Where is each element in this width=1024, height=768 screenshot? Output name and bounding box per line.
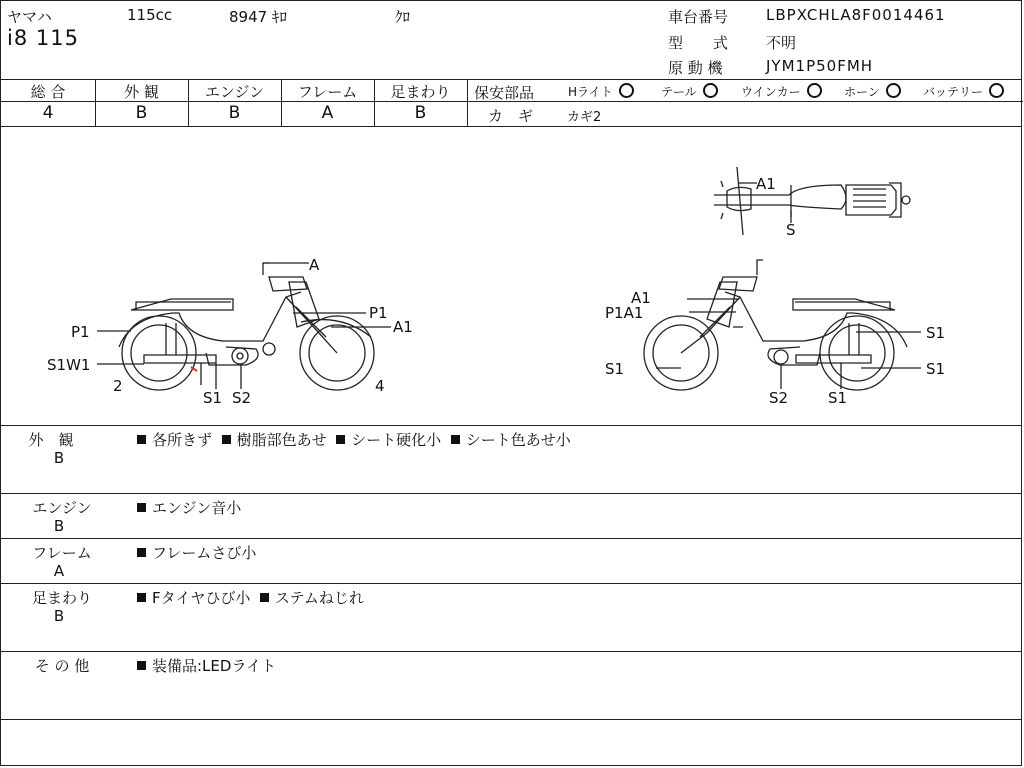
key-value: カギ2: [567, 110, 602, 125]
section-exterior-grade: B: [53, 449, 65, 467]
key-label: カ ギ: [488, 107, 534, 125]
chassis-label: 車台番号: [668, 8, 729, 26]
grade-overall-value: 4: [42, 103, 54, 123]
chassis-value: LBPXCHLA8F0014461: [766, 6, 946, 24]
circle-icon: [807, 83, 822, 98]
engine-label: 原 動 機: [668, 59, 723, 77]
section-suspension-items: Fタイヤひび小 ステムねじれ: [137, 587, 364, 608]
grade-engine-value: B: [228, 103, 241, 123]
section-frame-items: フレームさび小: [137, 542, 256, 563]
diagram-label: S1: [605, 360, 625, 378]
mileage: 8947 ｷﾛ: [229, 8, 287, 26]
section-frame-title: フレーム: [32, 544, 92, 562]
section-exterior-items: 各所きず 樹脂部色あせ シート硬化小 シート色あせ小: [137, 429, 571, 450]
safety-item-battery: バッテリー: [923, 83, 1004, 100]
type-label: 型 式: [668, 34, 729, 52]
diagram-label: S1: [203, 389, 223, 407]
section-other-items: 装備品:LEDライト: [137, 655, 276, 676]
section-engine-items: エンジン音小: [137, 497, 241, 518]
grade-engine-label: エンジン: [204, 83, 265, 101]
diagram-label: S1: [926, 360, 946, 378]
grade-frame-label: フレーム: [297, 83, 358, 101]
safety-item-headlight: Hライト: [568, 83, 634, 100]
bike-right-side-icon: [644, 260, 921, 390]
diagram-label: A1: [393, 318, 413, 336]
circle-icon: [989, 83, 1004, 98]
model-name: i8 115: [7, 26, 79, 50]
section-frame-grade: A: [53, 562, 65, 580]
section-other-title: そ の 他: [34, 657, 90, 675]
type-value: 不明: [766, 34, 797, 52]
diagram-label: A: [309, 256, 320, 274]
diagram-label: 2: [113, 377, 123, 395]
displacement: 115cc: [127, 6, 173, 24]
safety-item-tail: テール: [661, 83, 718, 100]
safety-title: 保安部品: [474, 84, 535, 102]
diagram-label: S1: [926, 324, 946, 342]
diagram-label: P1A1: [605, 304, 644, 322]
diagram-label: P1: [71, 323, 90, 341]
diagram-label: S2: [232, 389, 252, 407]
circle-icon: [886, 83, 901, 98]
divider: [1, 79, 1021, 80]
maker: ヤマハ: [7, 8, 52, 26]
circle-icon: [619, 83, 634, 98]
circle-icon: [703, 83, 718, 98]
section-suspension-grade: B: [53, 607, 65, 625]
safety-item-horn: ホーン: [844, 83, 901, 100]
grade-frame-value: A: [321, 103, 334, 123]
grade-exterior-label: 外 観: [124, 83, 159, 101]
diagram-label: S1: [828, 389, 848, 407]
diagram-label: 4: [375, 377, 385, 395]
bike-top-view-icon: [714, 167, 910, 235]
diagram-label: P1: [369, 304, 388, 322]
grade-suspension-label: 足まわり: [390, 83, 451, 101]
damage-diagram: [1, 127, 1021, 425]
grade-suspension-value: B: [414, 103, 427, 123]
diagram-label: S1W1: [47, 356, 91, 374]
diagram-label: S: [786, 221, 796, 239]
bike-left-side-icon: [97, 263, 391, 390]
section-engine-grade: B: [53, 517, 65, 535]
engine-value: JYM1P50FMH: [766, 57, 874, 75]
grade-overall-label: 総 合: [30, 83, 66, 101]
grade-exterior-value: B: [135, 103, 148, 123]
diagram-label: A1: [756, 175, 776, 193]
diagram-label: S2: [769, 389, 789, 407]
section-engine-title: エンジン: [32, 499, 92, 517]
safety-item-winker: ウインカー: [741, 83, 822, 100]
section-exterior-title: 外 観: [28, 431, 74, 449]
color: ｸﾛ: [395, 8, 411, 26]
section-suspension-title: 足まわり: [31, 589, 92, 607]
diagram-label: A1: [631, 289, 651, 307]
